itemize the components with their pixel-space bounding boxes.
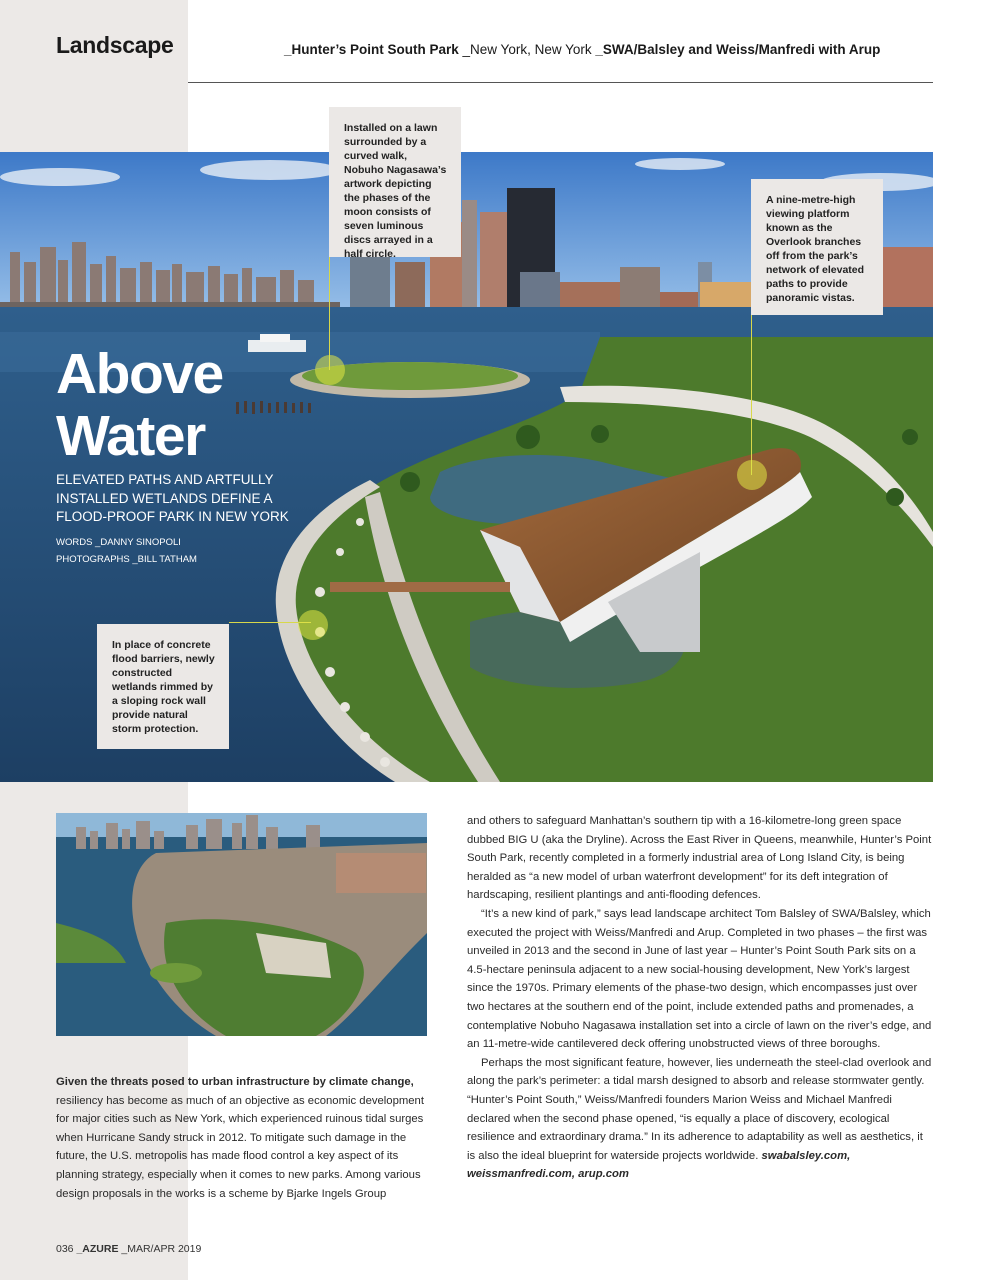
running-header [284,42,880,57]
moon-callout-marker [315,355,345,385]
words-credit: WORDS _DANNY SINOPOLI [56,537,181,548]
lead-paragraph-bold: Given the threats posed to urban infrastructure by climate change, [56,1076,414,1088]
overlook-callout-leader [751,315,752,475]
overlook-callout-marker [737,460,767,490]
paragraph-1: and others to safeguard Manhattan’s southern tip with a 16-kilometre-long green space dubbed BIG U (aka the Dryline). Across the East River in Queens, meanwhile, Hunter’s Point South Park, recently completed in a formerly industrial area of Long Island City, is being heralded as “a new model of urban waterfront development” for its deft integration of hardscaping, resilient plantings and anti-flooding defences. [467,815,932,902]
article-deck: ELEVATED PATHS AND ARTFULLY INSTALLED WETLANDS DEFINE A FLOOD-PROOF PARK IN NEW YORK [56,472,289,524]
moon-callout-leader [329,257,330,370]
project-designers: _SWA/Balsley and Weiss/Manfredi with Arup [595,42,881,57]
project-name: _Hunter’s Point South Park [284,42,459,57]
paragraph-2: “It’s a new kind of park,” says lead landscape architect Tom Balsley of SWA/Balsley, which executed the project with Weiss/Manfredi and Arup. Completed in two phases – the first was unveiled in 2013 and the second in June of last year – Hunter’s Point South Park sits on a 4.5-hectare peninsula adjacent to a new social-housing development, New York’s largest since the 1970s. Primary elements of the phase-two design, which encompasses just over two hectares at the southern end of the point, include extended paths and promenades, a contemplative Nobuho Nagasawa installation set into a circle of lawn on the river’s edge, and an 11-metre-wide cantilevered deck offering unobstructed views of three boroughs. [467,907,932,1051]
title-line-1: Above [56,342,223,406]
aerial-inset-illustration [56,813,427,1036]
aerial-inset-photo [56,813,427,1036]
paragraph-3-text: Perhaps the most significant feature, however, lies underneath the steel-clad overlook and along the park’s perimeter: a tidal marsh designed to absorb and release stormwater gently. “Hunter’s Point South,” Weiss/Manfredi founders Marion Weiss and Michael Manfredi declared when the second phase opened, “is equally a place of discovery, ecological resilience and extraordinary drama.” In its adherence to adaptability as well as aesthetics, it is also the ideal blueprint for waterside projects worldwide. [467,1056,932,1162]
lead-paragraph [56,1073,427,1203]
callout-moon-artwork: Installed on a lawn surrounded by a curved walk, Nobuho Nagasawa’s artwork depicting the phases of the moon consists of seven luminous discs arrayed in a half circle. [329,107,461,257]
callout-overlook: A nine-metre-high viewing platform known as the Overlook branches off from the park’s network of elevated paths to provide panoramic vistas. [751,179,883,315]
body-column-left [56,1073,427,1203]
photographs-credit: PHOTOGRAPHS _BILL TATHAM [56,554,197,565]
section-label: Landscape [56,32,174,58]
wetlands-callout-marker [298,610,328,640]
magazine-name: _AZURE [76,1243,119,1255]
lead-paragraph-text: resiliency has become as much of an objective as economic development for major cities such as New York, which experienced ruinous tidal surges when Hurricane Sandy struck in 2012. To mitigate such damage in the future, the U.S. metropolis has made flood control a key aspect of its planning strategy, especially when it comes to new parks. Among various design proposals in the works is a scheme by Bjarke Ingels Group [56,1094,424,1200]
body-column-right [467,812,933,1184]
callout-wetlands: In place of concrete flood barriers, newly constructed wetlands rimmed by a sloping rock wall provide natural storm protection. [97,624,229,749]
title-line-2: Water [56,404,205,468]
page-number: 036 [56,1243,77,1255]
paragraph-3 [467,1054,933,1184]
issue-date: _MAR/APR 2019 [118,1243,202,1255]
project-location: _New York, New York [458,42,596,57]
page-folio [56,1243,201,1255]
sign-off-links: swabalsley.com, weissmanfredi.com, arup.com [467,1149,851,1181]
header-rule [188,82,933,83]
article-title [56,343,223,467]
